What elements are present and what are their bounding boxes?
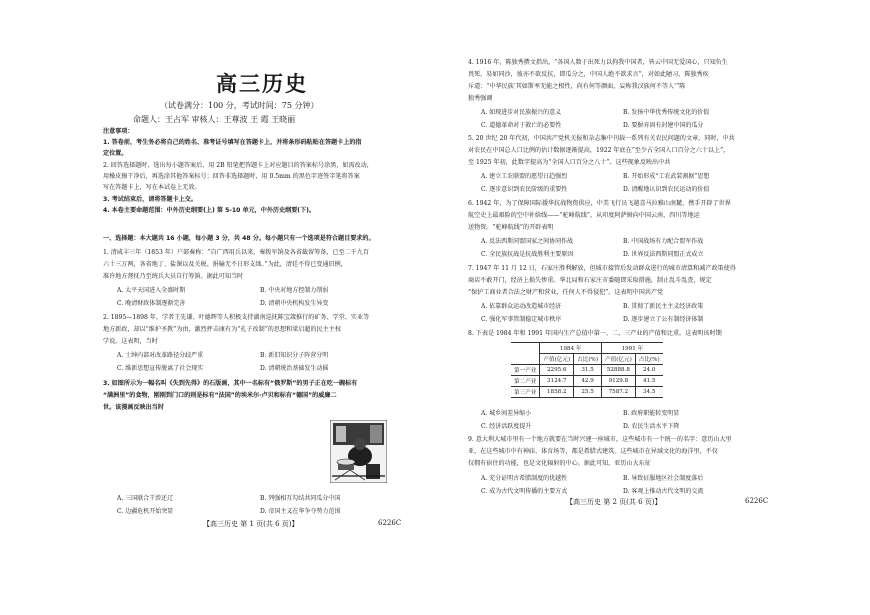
- option-d: D. 清醒地认识到农民运动的价值: [623, 186, 710, 193]
- table-col-header: 产值(亿元): [540, 354, 574, 365]
- question-4-line: 畏死，易如同沙，彼亦不欲反抗，即瓜分之，中国人绝不欲求言”，对如此陋习，陈独秀疾: [468, 71, 709, 78]
- question-9-line: 亚，在这些城市中有神庙、体育场等，都是希腊式建筑。这些城市在异域文化的海洋里，不仅: [468, 448, 718, 455]
- question-3-line: 世。该漫画反映出当时: [103, 404, 164, 411]
- gdp-table: [511, 342, 663, 398]
- cartoon-image: [330, 420, 387, 483]
- table-row: [511, 376, 663, 387]
- option-d: D. 清朝统治基础发生动摇: [260, 365, 329, 372]
- table-cell: 25.5: [574, 387, 602, 398]
- question-9-line: 仅拥有宿住的功能，也是文化辐射的中心。据此可知，亚历山大东征: [468, 460, 651, 467]
- question-5-line: 5. 20 世纪 20 年代初，中国共产党机关报和杂志集中刊载一系列有关农民问题的文章，同时，中共: [468, 135, 735, 142]
- option-d: D. 清朝中央机构发生异变: [260, 300, 329, 307]
- option-d: D. 世界反法西斯同盟正式成立: [623, 251, 704, 258]
- option-a: A. 反法西斯同盟国家之间协同作战: [481, 238, 574, 245]
- question-4-line: 独秀强调: [468, 95, 493, 102]
- table-cell: 42.9: [574, 376, 602, 387]
- question-9-line: 9. 意大利大城市里有一个地方就要在当时兴建一座城市，这些城市有一个统一的名字：意历山大里: [468, 436, 732, 443]
- exam-info: （试卷满分：100 分，考试时间：75 分钟）: [160, 101, 319, 110]
- option-b: B. 导致征服地区社会制度落后: [623, 475, 704, 482]
- question-5-line: 至 1925 年初，此数字提高为“全国人口百分之八十”。这些现象反映出中共: [468, 159, 671, 166]
- option-d: D. 要摒弃固有封建中国的瓜分: [623, 122, 704, 129]
- paper-code: 6226C: [378, 519, 402, 527]
- question-2-line: 2. 1895—1898 年，学者王先谦、叶德辉等人积极支持湖南巡抚陈宝箴推行的矿务、学堂、实业等: [103, 314, 370, 321]
- question-1-line: 1. 清咸丰三年（1853 年）户部奏称：“自广西用兵以来，奏拨军饷及各省截留筹备，已至二千九百: [103, 249, 369, 256]
- table-row-label: 第二产业: [511, 376, 540, 387]
- table-cell: 7587.2: [602, 387, 636, 398]
- option-b: B. 中国战场有力配合盟军作战: [623, 238, 704, 245]
- question-6-line: 航空史上最艰险的空中补给线——“驼峰航线”，从印度阿萨姆向中国云南、四川等地运: [468, 212, 700, 219]
- table-row: [511, 365, 663, 376]
- table-cell: 41.5: [635, 376, 662, 387]
- question-1-line: 准许地方督抚乃至统兵大员自行筹饷。据此可知当时: [103, 273, 244, 280]
- question-6-line: 6. 1942 年，为了保障国际援华抗战物资供应，中美飞行员飞越喜马拉雅山南麓，携手开辟了世界: [468, 200, 731, 207]
- table-cell: 1858.2: [540, 387, 574, 398]
- option-a: A. 充分证明古希腊制度的优越性: [481, 475, 568, 482]
- note-line: 定位置。: [103, 150, 128, 157]
- option-d: D. 帝国主义在华争夺势力范围: [260, 508, 341, 515]
- table-col-header: 产值(亿元): [602, 354, 636, 365]
- question-4-line: 斥道：“中华民族‘其如斯率无能之根性，尚有何等颜面，妄称我汉族何不等人’”陈: [468, 83, 686, 90]
- option-c: C. 晚清财政体制逐渐完善: [117, 300, 186, 307]
- note-line: 用橡皮擦干净后，再选涂其他答案标号；回答非选择题时，用 0.5mm 的黑色字迹签字笔将答案: [103, 173, 360, 180]
- option-a: A. 城乡间差异缩小: [481, 410, 532, 417]
- question-7-line: 7. 1947 年 11 月 12 日，石家庄胜利解放，但城市接管后发动群众进行的城市清算和减产政策使得: [468, 265, 736, 272]
- table-corner: [511, 343, 540, 365]
- table-year-header: 1984 年: [540, 343, 602, 354]
- note-line: 4. 本卷主要命题范围：中外历史纲要(上) 第 5-10 单元，中外历史纲要(下)。: [103, 207, 316, 214]
- table-year-header: 1991 年: [602, 343, 663, 354]
- option-a: A. 依靠群众运动改造城市经济: [481, 303, 562, 310]
- option-c: C. 全民族抗战是抗战胜利主要原因: [481, 251, 574, 258]
- option-c: C. 边疆危机开始突显: [117, 508, 174, 515]
- paper-code: 6226C: [745, 497, 769, 505]
- table-row-label: 第三产业: [511, 387, 540, 398]
- table-col-header: 占比(%): [635, 354, 662, 365]
- authors-line: 命题人：王占军 审核人：王尊波 王 霞 王晓丽: [133, 115, 296, 124]
- table-cell: 34.5: [635, 387, 662, 398]
- table-cell: 52888.8: [602, 365, 636, 376]
- table-cell: 3124.7: [540, 376, 574, 387]
- option-d: D. 客观上推动古代文明的交流: [623, 488, 704, 495]
- question-6-line: 送物资。“驼峰航线”的开辟表明: [468, 224, 554, 231]
- question-4-line: 4. 1916 年，陈独秀撰文指出，“各国人数于出死力以拘我中国者，皆云中国无爱国心，只知负生: [468, 59, 728, 66]
- option-d: D. 逐步建立了公有制经济体制: [623, 316, 704, 323]
- table-cell: 2295.6: [540, 365, 574, 376]
- option-c: C. 经济活跃度提升: [481, 423, 532, 430]
- option-a: A. 建立工农联盟的愿望日趋强烈: [481, 173, 568, 180]
- table-col-header: 占比(%): [574, 354, 602, 365]
- question-2-line: 地方新政，却以“维护圣教”为由，激烈抨击康有为“孔子改制”的思想和梁启超的民主主权: [103, 326, 341, 333]
- page-2: [435, 0, 870, 615]
- section-heading: 一、选择题：本大题共 16 小题，每小题 3 分，共 48 分。每小题只有一个选项是符合题目要求的。: [103, 235, 375, 242]
- table-cell: 31.5: [574, 365, 602, 376]
- note-line: 1. 答卷前，考生务必将自己的姓名、准考证号填写在答题卡上，并将条形码粘贴在答题卡上的指: [103, 139, 362, 146]
- page-footer: 【高三历史 第 1 页(共 6 页)】: [203, 520, 299, 528]
- note-line: 2. 回答选择题时，选出每小题答案后，用 2B 铅笔把答题卡上对应题目的答案标号涂黑，如需改动，: [103, 162, 373, 169]
- option-b: B. 贯彻了新民主主义经济政策: [623, 303, 704, 310]
- table-row-label: 第一产业: [511, 365, 540, 376]
- table-header-row: [511, 343, 663, 354]
- question-7-line: “保护工商业者合法之财产和营业，任何人不得侵犯”。这表明中国共产党: [468, 289, 664, 296]
- option-b: B. 列强相互勾结共同瓜分中国: [260, 495, 341, 502]
- question-3-line: “满洲里”的食物，刚刚到门口的则是标有“法国”的埃米尔·卢贝和标有“德国”的威廉二: [103, 392, 337, 399]
- question-5-line: 对农民在中国总人口比例的估计数据逐渐提高，1922 年底在“至少占全国人口百分之六十以上”，: [468, 147, 730, 154]
- option-a: A. 如现进步对民族振兴的意义: [481, 109, 562, 116]
- table-cell: 9129.8: [602, 376, 636, 387]
- option-b: B. 中央对地方控制力削弱: [260, 287, 329, 294]
- option-a: A. 太平天国进入全盛时期: [117, 287, 186, 294]
- option-c: C. 逐步意识到农民阶级的重要性: [481, 186, 568, 193]
- option-c: C. 强化军事管制稳定城市秩序: [481, 316, 562, 323]
- option-b: B. 新旧知识分子阵营分明: [260, 352, 329, 359]
- question-8-line: 8. 下表是 1984 年和 1991 年国内生产总值中第一、二、三产业的产值和比重。这表明该时期: [468, 330, 722, 337]
- question-1-line: 六十三万两，各省地丁、盐课以及关税、捐输无不日形支绌。”为此，清廷不得已变通旧例，: [103, 261, 347, 268]
- table-cell: 24.0: [635, 365, 662, 376]
- page-footer: 【高三历史 第 2 页(共 6 页)】: [566, 498, 662, 506]
- option-a: A. 三国联合干涉还辽: [117, 495, 174, 502]
- note-line: 3. 考试结束后，请将答题卡上交。: [103, 196, 197, 203]
- option-c: C. 道德革命对于救亡的必要性: [481, 122, 562, 129]
- option-a: A. 士绅内部对改革路径分歧严重: [117, 352, 204, 359]
- option-b: B. 开始形成“工农武装割据”思想: [623, 173, 710, 180]
- option-c: C. 成为古代文明传播的主要方式: [481, 488, 568, 495]
- question-2-line: 学说。这表明，当时: [103, 338, 158, 345]
- question-7-line: 商店不敢开门，经济上损失惨重。华北局和石家庄市委随即采取措施，制止乱斗乱查，规定: [468, 277, 712, 284]
- note-line: 写在答题卡上，写在本试卷上无效。: [103, 184, 201, 191]
- option-b: B. 发扬中华优秀传统文化的价值: [623, 109, 710, 116]
- option-d: D. 农民生活水平下降: [623, 423, 680, 430]
- notes-title: 注意事项：: [103, 128, 134, 135]
- table-row: [511, 387, 663, 398]
- option-c: C. 维新思想宣传脱离了社会现实: [117, 365, 204, 372]
- page-title: 高三历史: [216, 71, 308, 96]
- option-b: B. 政府职能转变明显: [623, 410, 680, 417]
- question-3-line: 3. 如图所示为一幅名叫《失到先得》的石版画，其中一名标有“俄罗斯”的男子正在吃一碗标有: [103, 380, 358, 387]
